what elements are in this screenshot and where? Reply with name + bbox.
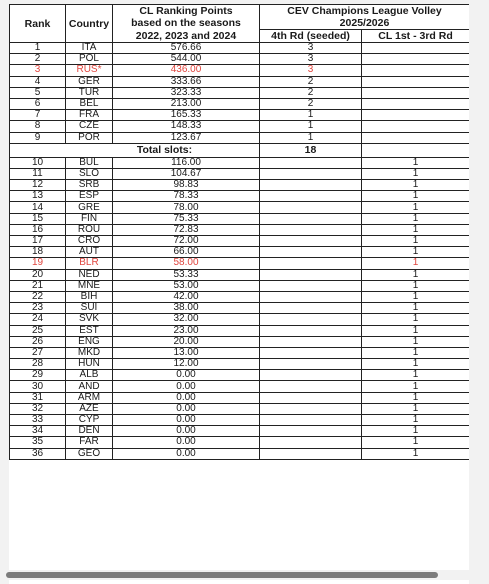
seed-cell — [260, 437, 362, 448]
country-cell: AUT — [66, 247, 113, 258]
seed-cell — [260, 336, 362, 347]
cl-cell: 1 — [362, 191, 470, 202]
cl-cell — [362, 65, 470, 76]
seed-cell — [260, 247, 362, 258]
points-cell: 213.00 — [113, 98, 260, 109]
rank-cell: 24 — [10, 314, 66, 325]
table-row — [10, 426, 470, 437]
seed-cell — [260, 236, 362, 247]
cl-cell: 1 — [362, 291, 470, 302]
table-row — [10, 121, 470, 132]
cl-cell — [362, 76, 470, 87]
seed-cell — [260, 359, 362, 370]
cl-cell: 1 — [362, 359, 470, 370]
rank-cell: 30 — [10, 381, 66, 392]
country-cell: AND — [66, 381, 113, 392]
seed-cell — [260, 213, 362, 224]
country-cell: CYP — [66, 415, 113, 426]
country-cell: GEO — [66, 448, 113, 459]
country-cell: HUN — [66, 359, 113, 370]
country-cell: POL — [66, 54, 113, 65]
seed-cell: 2 — [260, 87, 362, 98]
cl-cell: 1 — [362, 370, 470, 381]
country-cell: BIH — [66, 291, 113, 302]
points-cell: 12.00 — [113, 359, 260, 370]
cl-cell: 1 — [362, 381, 470, 392]
points-cell: 123.67 — [113, 132, 260, 143]
table-row — [10, 359, 470, 370]
cl-cell — [362, 54, 470, 65]
rank-cell: 12 — [10, 180, 66, 191]
points-cell: 0.00 — [113, 403, 260, 414]
table-row — [10, 325, 470, 336]
seed-cell — [260, 168, 362, 179]
cl-cell: 1 — [362, 236, 470, 247]
total-slots-cl — [362, 143, 470, 157]
table-row — [10, 415, 470, 426]
country-cell: SLO — [66, 168, 113, 179]
country-cell: BUL — [66, 157, 113, 168]
cev-header-line1: CEV Champions League Volley — [260, 5, 470, 18]
table-row — [10, 98, 470, 109]
points-cell: 0.00 — [113, 392, 260, 403]
points-cell: 436.00 — [113, 65, 260, 76]
points-cell: 116.00 — [113, 157, 260, 168]
rank-cell: 22 — [10, 291, 66, 302]
points-cell: 58.00 — [113, 258, 260, 269]
country-cell: ALB — [66, 370, 113, 381]
seed-cell — [260, 448, 362, 459]
rank-cell: 3 — [10, 65, 66, 76]
points-cell: 38.00 — [113, 303, 260, 314]
seed-cell — [260, 157, 362, 168]
rank-cell: 26 — [10, 336, 66, 347]
points-cell: 72.00 — [113, 236, 260, 247]
points-header-line2: based on the seasons — [113, 17, 260, 30]
cl-cell: 1 — [362, 336, 470, 347]
rank-cell: 7 — [10, 110, 66, 121]
seed-cell: 1 — [260, 132, 362, 143]
seed-cell: 3 — [260, 65, 362, 76]
country-cell: BEL — [66, 98, 113, 109]
seed-cell: 1 — [260, 110, 362, 121]
rank-cell: 6 — [10, 98, 66, 109]
points-cell: 53.33 — [113, 269, 260, 280]
points-cell: 98.83 — [113, 180, 260, 191]
cl-cell: 1 — [362, 437, 470, 448]
seed-cell — [260, 280, 362, 291]
total-slots-label: Total slots: — [10, 143, 260, 157]
points-cell: 0.00 — [113, 448, 260, 459]
points-cell: 78.33 — [113, 191, 260, 202]
seed-cell — [260, 303, 362, 314]
country-cell: AZE — [66, 403, 113, 414]
top-seeded-rows — [10, 43, 470, 144]
country-cell: CZE — [66, 121, 113, 132]
rank-cell: 10 — [10, 157, 66, 168]
seed-cell — [260, 258, 362, 269]
table-row — [10, 247, 470, 258]
cl-cell — [362, 43, 470, 54]
table-row — [10, 132, 470, 143]
country-cell: GER — [66, 76, 113, 87]
cl-cell: 1 — [362, 415, 470, 426]
points-cell: 13.00 — [113, 347, 260, 358]
points-cell: 333.66 — [113, 76, 260, 87]
country-header: Country — [66, 5, 113, 43]
table-row — [10, 168, 470, 179]
seed-cell: 1 — [260, 121, 362, 132]
ranking-table — [9, 4, 469, 460]
points-cell: 0.00 — [113, 426, 260, 437]
points-cell: 0.00 — [113, 415, 260, 426]
qualifying-rows — [10, 157, 470, 459]
country-cell: ROU — [66, 224, 113, 235]
table-row — [10, 280, 470, 291]
cl-cell — [362, 87, 470, 98]
seed-cell — [260, 291, 362, 302]
ranking-document — [9, 4, 469, 584]
cl-cell: 1 — [362, 303, 470, 314]
cl-cell — [362, 121, 470, 132]
seed-cell — [260, 426, 362, 437]
seed-cell — [260, 347, 362, 358]
rank-header: Rank — [10, 5, 66, 43]
points-cell: 53.00 — [113, 280, 260, 291]
table-row — [10, 314, 470, 325]
points-cell: 78.00 — [113, 202, 260, 213]
table-row — [10, 224, 470, 235]
table-row — [10, 448, 470, 459]
rank-cell: 35 — [10, 437, 66, 448]
points-cell: 20.00 — [113, 336, 260, 347]
table-row — [10, 157, 470, 168]
cl-cell: 1 — [362, 314, 470, 325]
cl-cell: 1 — [362, 448, 470, 459]
country-cell: CRO — [66, 236, 113, 247]
points-header-line1: CL Ranking Points — [113, 5, 260, 18]
cl-cell: 1 — [362, 269, 470, 280]
cl-cell — [362, 98, 470, 109]
total-slots-value: 18 — [260, 143, 362, 157]
seed-cell: 2 — [260, 76, 362, 87]
seed-cell — [260, 392, 362, 403]
seed-cell — [260, 325, 362, 336]
rank-cell: 29 — [10, 370, 66, 381]
table-row — [10, 381, 470, 392]
country-cell: EST — [66, 325, 113, 336]
points-cell: 66.00 — [113, 247, 260, 258]
rank-cell: 2 — [10, 54, 66, 65]
points-cell: 148.33 — [113, 121, 260, 132]
rank-cell: 36 — [10, 448, 66, 459]
points-cell: 0.00 — [113, 370, 260, 381]
rank-cell: 25 — [10, 325, 66, 336]
cl-cell: 1 — [362, 392, 470, 403]
country-cell: SVK — [66, 314, 113, 325]
seed-cell — [260, 180, 362, 191]
cl-cell: 1 — [362, 325, 470, 336]
country-cell: ARM — [66, 392, 113, 403]
seed-cell — [260, 381, 362, 392]
table-row — [10, 180, 470, 191]
rank-cell: 17 — [10, 236, 66, 247]
seed-cell — [260, 224, 362, 235]
table-row — [10, 76, 470, 87]
table-row — [10, 291, 470, 302]
cev-header-line2: 2025/2026 — [260, 17, 470, 30]
rank-cell: 15 — [10, 213, 66, 224]
cl-cell: 1 — [362, 157, 470, 168]
country-cell: ITA — [66, 43, 113, 54]
seed-cell — [260, 191, 362, 202]
points-cell: 576.66 — [113, 43, 260, 54]
rank-cell: 1 — [10, 43, 66, 54]
rank-cell: 33 — [10, 415, 66, 426]
country-cell: BLR — [66, 258, 113, 269]
seed-cell: 2 — [260, 98, 362, 109]
table-row — [10, 54, 470, 65]
rank-cell: 4 — [10, 76, 66, 87]
points-cell: 323.33 — [113, 87, 260, 98]
country-cell: SUI — [66, 303, 113, 314]
country-cell: FRA — [66, 110, 113, 121]
cl-cell: 1 — [362, 224, 470, 235]
rank-cell: 21 — [10, 280, 66, 291]
table-row — [10, 213, 470, 224]
cl-cell — [362, 110, 470, 121]
cl-cell: 1 — [362, 347, 470, 358]
country-cell: MNE — [66, 280, 113, 291]
cl-cell: 1 — [362, 280, 470, 291]
rank-cell: 8 — [10, 121, 66, 132]
seed-header: 4th Rd (seeded) — [260, 30, 362, 43]
rank-cell: 9 — [10, 132, 66, 143]
rank-cell: 11 — [10, 168, 66, 179]
total-slots-row — [10, 143, 470, 157]
country-cell: POR — [66, 132, 113, 143]
points-cell: 544.00 — [113, 54, 260, 65]
country-cell: FAR — [66, 437, 113, 448]
rank-cell: 18 — [10, 247, 66, 258]
table-row — [10, 269, 470, 280]
seed-cell — [260, 202, 362, 213]
points-cell: 75.33 — [113, 213, 260, 224]
cl-cell: 1 — [362, 213, 470, 224]
points-cell: 165.33 — [113, 110, 260, 121]
seed-cell: 3 — [260, 43, 362, 54]
country-cell: FIN — [66, 213, 113, 224]
rank-cell: 20 — [10, 269, 66, 280]
points-cell: 72.83 — [113, 224, 260, 235]
table-row — [10, 392, 470, 403]
table-row — [10, 191, 470, 202]
country-cell: ENG — [66, 336, 113, 347]
cl-cell: 1 — [362, 258, 470, 269]
cl-cell: 1 — [362, 247, 470, 258]
rank-cell: 16 — [10, 224, 66, 235]
seed-cell — [260, 314, 362, 325]
cl-cell: 1 — [362, 168, 470, 179]
table-row — [10, 347, 470, 358]
points-cell: 0.00 — [113, 437, 260, 448]
country-cell: NED — [66, 269, 113, 280]
country-cell: ESP — [66, 191, 113, 202]
seed-cell — [260, 403, 362, 414]
cl-cell — [362, 132, 470, 143]
table-row — [10, 110, 470, 121]
horizontal-scrollbar[interactable] — [6, 572, 438, 578]
rank-cell: 14 — [10, 202, 66, 213]
rank-cell: 19 — [10, 258, 66, 269]
points-header-line3: 2022, 2023 and 2024 — [113, 30, 260, 43]
cl-cell: 1 — [362, 180, 470, 191]
table-row — [10, 437, 470, 448]
points-cell: 23.00 — [113, 325, 260, 336]
table-row — [10, 202, 470, 213]
table-row — [10, 303, 470, 314]
points-cell: 42.00 — [113, 291, 260, 302]
rank-cell: 13 — [10, 191, 66, 202]
seed-cell: 3 — [260, 54, 362, 65]
table-row — [10, 87, 470, 98]
table-row — [10, 403, 470, 414]
table-row — [10, 236, 470, 247]
rank-cell: 27 — [10, 347, 66, 358]
country-cell: GRE — [66, 202, 113, 213]
table-row — [10, 370, 470, 381]
points-cell: 32.00 — [113, 314, 260, 325]
seed-cell — [260, 370, 362, 381]
country-cell: TUR — [66, 87, 113, 98]
table-row — [10, 336, 470, 347]
rank-cell: 5 — [10, 87, 66, 98]
seed-cell — [260, 415, 362, 426]
rank-cell: 28 — [10, 359, 66, 370]
rank-cell: 34 — [10, 426, 66, 437]
cl-cell: 1 — [362, 202, 470, 213]
table-row — [10, 65, 470, 76]
cl-cell: 1 — [362, 403, 470, 414]
country-cell: MKD — [66, 347, 113, 358]
cl-cell: 1 — [362, 426, 470, 437]
cl-header: CL 1st - 3rd Rd — [362, 30, 470, 43]
country-cell: SRB — [66, 180, 113, 191]
seed-cell — [260, 269, 362, 280]
country-cell: RUS* — [66, 65, 113, 76]
rank-cell: 23 — [10, 303, 66, 314]
points-cell: 0.00 — [113, 381, 260, 392]
rank-cell: 31 — [10, 392, 66, 403]
points-cell: 104.67 — [113, 168, 260, 179]
rank-cell: 32 — [10, 403, 66, 414]
country-cell: DEN — [66, 426, 113, 437]
table-row — [10, 43, 470, 54]
table-row — [10, 258, 470, 269]
